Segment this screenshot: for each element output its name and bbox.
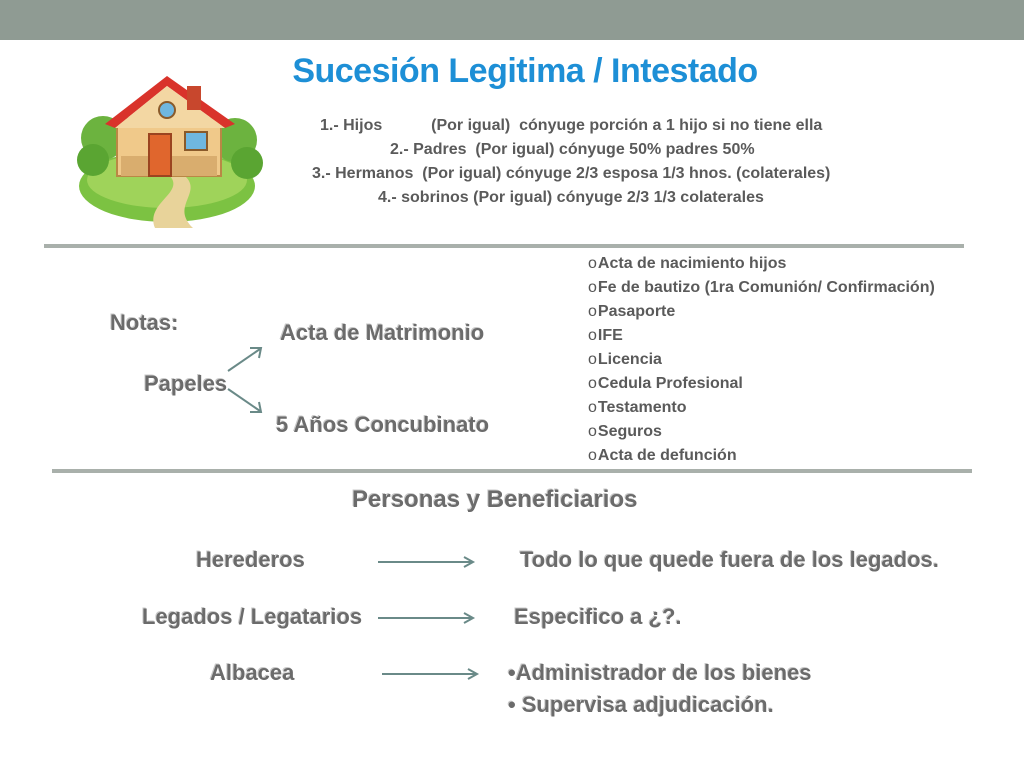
list-item: oFe de bautizo (1ra Comunión/ Confirmación) xyxy=(588,279,935,296)
legatees-description: Especifico a ¿?. xyxy=(514,604,682,629)
rule-line-2: 2.- Padres (Por igual) cónyuge 50% padres 50% xyxy=(390,141,755,158)
page-title: Sucesión Legitima / Intestado xyxy=(292,52,758,90)
list-item: oSeguros xyxy=(588,423,662,440)
documents-list xyxy=(588,252,935,468)
list-item: oIFE xyxy=(588,327,623,344)
heirs-description: Todo lo que quede fuera de los legados. xyxy=(520,547,939,572)
arrow-up-right-icon xyxy=(226,344,266,374)
legatees-label: Legados / Legatarios xyxy=(142,604,363,629)
executor-label: Albacea xyxy=(210,660,295,685)
divider-bottom xyxy=(52,469,972,473)
divider-top xyxy=(44,244,964,248)
concubinage-option: 5 Años Concubinato xyxy=(276,412,490,437)
persons-heading: Personas y Beneficiarios xyxy=(352,486,638,513)
arrow-down-right-icon xyxy=(226,386,266,416)
rule-line-3: 3.- Hermanos (Por igual) cónyuge 2/3 esposa 1/3 hnos. (colaterales) xyxy=(312,165,831,182)
rule-line-4: 4.- sobrinos (Por igual) cónyuge 2/3 1/3 colaterales xyxy=(378,189,764,206)
list-item: oActa de nacimiento hijos xyxy=(588,255,787,272)
house-icon xyxy=(75,68,265,228)
arrow-right-icon xyxy=(380,666,480,682)
top-bar xyxy=(0,0,1024,40)
marriage-certificate-option: Acta de Matrimonio xyxy=(280,320,485,345)
arrow-right-icon xyxy=(376,554,476,570)
executor-duty-2: • Supervisa adjudicación. xyxy=(508,692,774,717)
arrow-right-icon xyxy=(376,610,476,626)
rule-line-1: 1.- Hijos (Por igual) cónyuge porción a 1 hijo si no tiene ella xyxy=(320,117,823,134)
heirs-label: Herederos xyxy=(196,547,305,572)
executor-duty-1: •Administrador de los bienes xyxy=(508,660,812,685)
list-item: oPasaporte xyxy=(588,303,676,320)
notes-label: Notas: xyxy=(110,310,179,335)
list-item: oLicencia xyxy=(588,351,662,368)
list-item: oCedula Profesional xyxy=(588,375,743,392)
list-item: oActa de defunción xyxy=(588,447,737,464)
list-item: oTestamento xyxy=(588,399,687,416)
papers-label: Papeles xyxy=(144,371,228,396)
